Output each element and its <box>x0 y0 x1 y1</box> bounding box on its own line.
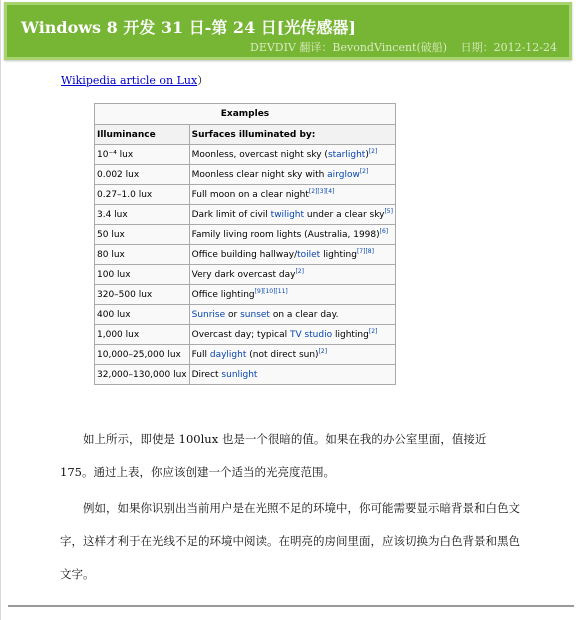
surface-cell <box>189 145 395 165</box>
illuminance-cell: 0.002 lux <box>95 165 190 185</box>
citation-ref[interactable]: [2] <box>368 147 378 155</box>
illuminance-cell: 320–500 lux <box>95 285 190 305</box>
surface-text: Office lighting <box>191 289 255 300</box>
surface-text: Moonless clear night sky with airglow <box>191 169 360 180</box>
table-row <box>95 345 396 365</box>
article-meta <box>240 39 557 55</box>
table-body <box>95 145 396 385</box>
illuminance-cell: 10,000–25,000 lux <box>95 345 190 365</box>
table-row <box>95 265 396 285</box>
citation-ref[interactable]: [5] <box>384 207 393 215</box>
table-row <box>95 165 396 185</box>
illuminance-cell: 400 lux <box>95 305 190 325</box>
page-divider <box>8 605 574 607</box>
surface-cell <box>189 245 395 265</box>
surface-text: Office building hallway/toilet lighting <box>191 249 357 260</box>
illuminance-cell: 1,000 lux <box>95 325 190 345</box>
surface-cell <box>189 185 395 205</box>
wikipedia-reference <box>61 72 208 88</box>
surface-text: Full daylight (not direct sun) <box>191 349 319 360</box>
surface-text: Moonless, overcast night sky (starlight) <box>191 149 369 160</box>
surface-text: Direct sunlight <box>191 369 258 380</box>
surface-text: Full moon on a clear night <box>191 189 309 200</box>
wikipedia-lux-link[interactable]: Wikipedia article on Lux <box>61 74 198 87</box>
illuminance-cell: 0.27–1.0 lux <box>95 185 190 205</box>
surface-text: Very dark overcast day <box>191 269 296 280</box>
citation-ref[interactable]: [2] <box>295 267 304 275</box>
header-illuminance: Illuminance <box>95 125 190 145</box>
table-caption: Examples <box>94 103 396 124</box>
illuminance-cell: 50 lux <box>95 225 190 245</box>
surface-cell <box>189 225 395 245</box>
closing-paren: ） <box>197 74 209 87</box>
citation-ref[interactable]: [9][10][11] <box>254 287 288 295</box>
surface-cell <box>189 285 395 305</box>
illuminance-cell: 3.4 lux <box>95 205 190 225</box>
table-row <box>95 225 396 245</box>
table-row <box>95 305 396 325</box>
surface-cell <box>189 305 395 325</box>
surface-text: Overcast day; typical TV studio lighting <box>191 329 369 340</box>
surface-text: Dark limit of civil twilight under a clear sky <box>191 209 385 220</box>
table-row <box>95 205 396 225</box>
surface-text: Family living room lights (Australia, 1998) <box>191 229 380 240</box>
surface-text: Sunrise or sunset on a clear day. <box>191 309 339 320</box>
surface-cell <box>189 345 395 365</box>
publish-date: 日期：2012-12-24 <box>460 41 557 54</box>
header-surfaces: Surfaces illuminated by: <box>189 125 395 145</box>
surface-cell <box>189 265 395 285</box>
citation-ref[interactable]: [6] <box>379 227 389 235</box>
table-row <box>95 365 396 385</box>
paragraph-theme-switch: 例如，如果你识别出当前用户是在光照不足的环境中，你可能需要显示暗背景和白色文字，这样才利于在光线不足的环境中阅读。在明亮的房间里面，应该切换为白色背景和黑色文字。 <box>60 501 520 581</box>
illuminance-cell: 100 lux <box>95 265 190 285</box>
citation-ref[interactable]: [2] <box>318 347 328 355</box>
illuminance-cell: 80 lux <box>95 245 190 265</box>
article-header <box>4 2 572 60</box>
surface-cell <box>189 205 395 225</box>
translator-credit: DEVDIV 翻译：BevondVincent(破船) <box>250 41 448 54</box>
table-row <box>95 185 396 205</box>
surface-cell <box>189 325 395 345</box>
citation-ref[interactable]: [2] <box>368 327 378 335</box>
illuminance-cell: 32,000–130,000 lux <box>95 365 190 385</box>
surface-cell <box>189 165 395 185</box>
table-row <box>95 285 396 305</box>
citation-ref[interactable]: [2] <box>359 167 369 175</box>
article-title: Windows 8 开发 31 日-第 24 日[光传感器] <box>21 18 356 37</box>
table-header-row <box>95 125 396 145</box>
citation-ref[interactable]: [2][3][4] <box>308 187 335 195</box>
paragraph-brightness-range: 如上所示，即使是 100lux 也是一个很暗的值。如果在我的办公室里面，值接近 175。通过上表，你应该创建一个适当的光亮度范围。 <box>60 432 487 479</box>
surface-cell <box>189 365 395 385</box>
table-row <box>95 325 396 345</box>
table-row <box>95 245 396 265</box>
table-row <box>95 145 396 165</box>
illuminance-cell: 10⁻⁴ lux <box>95 145 190 165</box>
citation-ref[interactable]: [7][8] <box>356 247 374 255</box>
lux-examples-table <box>94 103 396 385</box>
